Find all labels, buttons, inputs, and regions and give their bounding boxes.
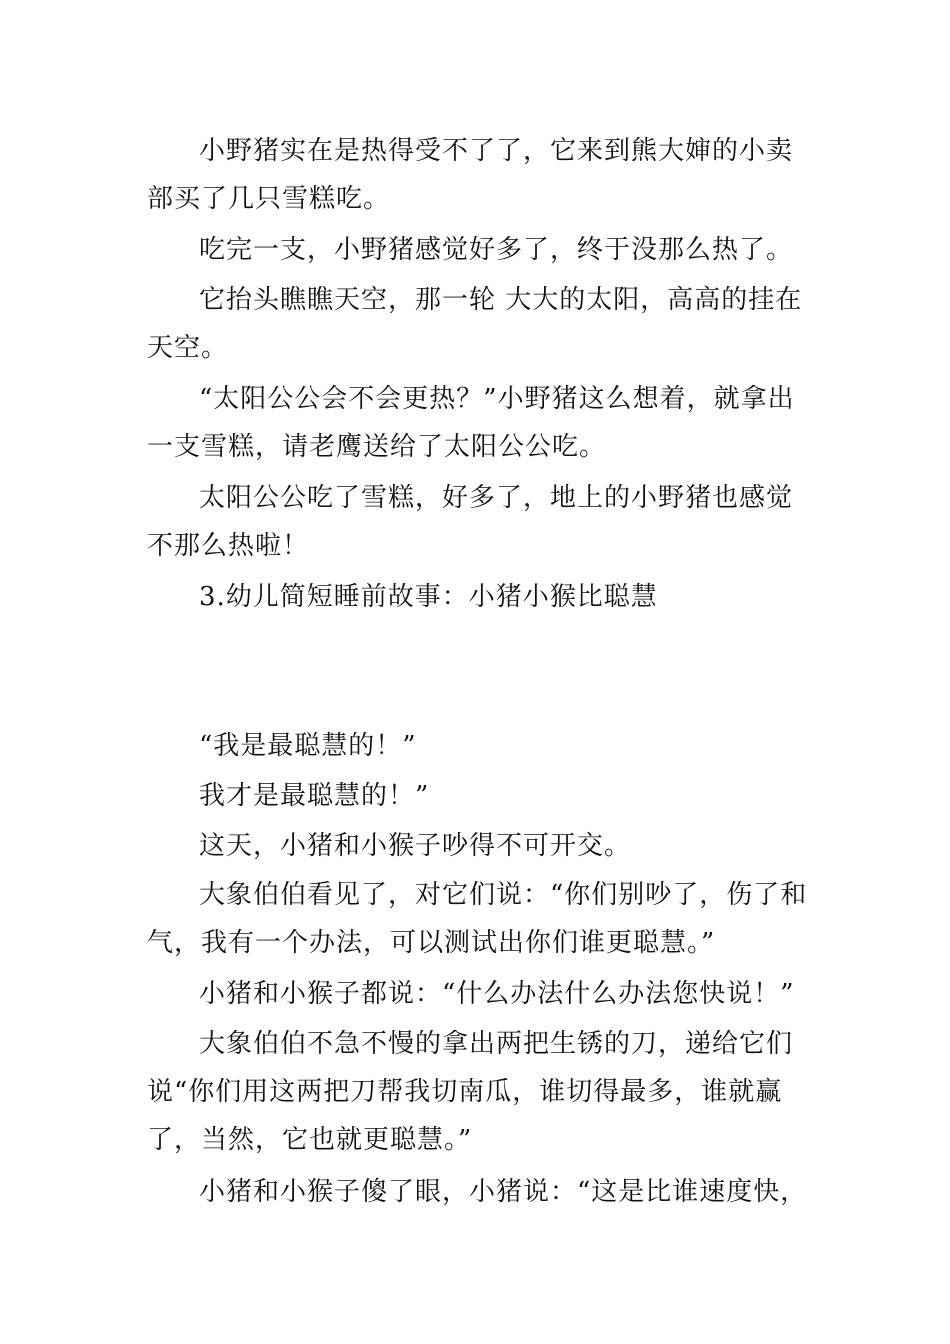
paragraph: 大象伯伯不急不慢的拿出两把生锈的刀，递给它们说“你们用这两把刀帮我切南瓜，谁切得最多，谁就赢了，当然，它也就更聪慧。” xyxy=(147,1029,794,1155)
paragraph: “我是最聪慧的！” xyxy=(199,731,417,761)
paragraph: 太阳公公吃了雪糕，好多了，地上的小野猪也感觉不那么热啦！ xyxy=(147,483,794,561)
paragraph: 这天，小猪和小猴子吵得不可开交。 xyxy=(199,831,632,861)
paragraph: 小野猪实在是热得受不了了，它来到熊大婶的小卖部买了几只雪糕吃。 xyxy=(147,136,794,214)
paragraph: 吃完一支，小野猪感觉好多了，终于没那么热了。 xyxy=(199,235,794,265)
paragraph: 小猪和小猴子傻了眼，小猪说：“这是比谁速度快， xyxy=(199,1177,808,1207)
paragraph: 它抬头瞧瞧天空，那一轮 大大的太阳，高高的挂在天空。 xyxy=(147,285,803,363)
paragraph: “太阳公公会不会更热？”小野猪这么想着，就拿出一支雪糕，请老鹰送给了太阳公公吃。 xyxy=(147,384,795,462)
paragraph: 小猪和小猴子都说：“什么办法什么办法您快说！” xyxy=(199,979,795,1009)
paragraph: 大象伯伯看见了，对它们说：“你们别吵了，伤了和气，我有一个办法，可以测试出你们谁更聪慧。” xyxy=(147,880,808,958)
paragraph: 我才是最聪慧的！” xyxy=(199,781,430,811)
section-heading: 3.幼儿简短睡前故事：小猪小猴比聪慧 xyxy=(199,582,658,612)
